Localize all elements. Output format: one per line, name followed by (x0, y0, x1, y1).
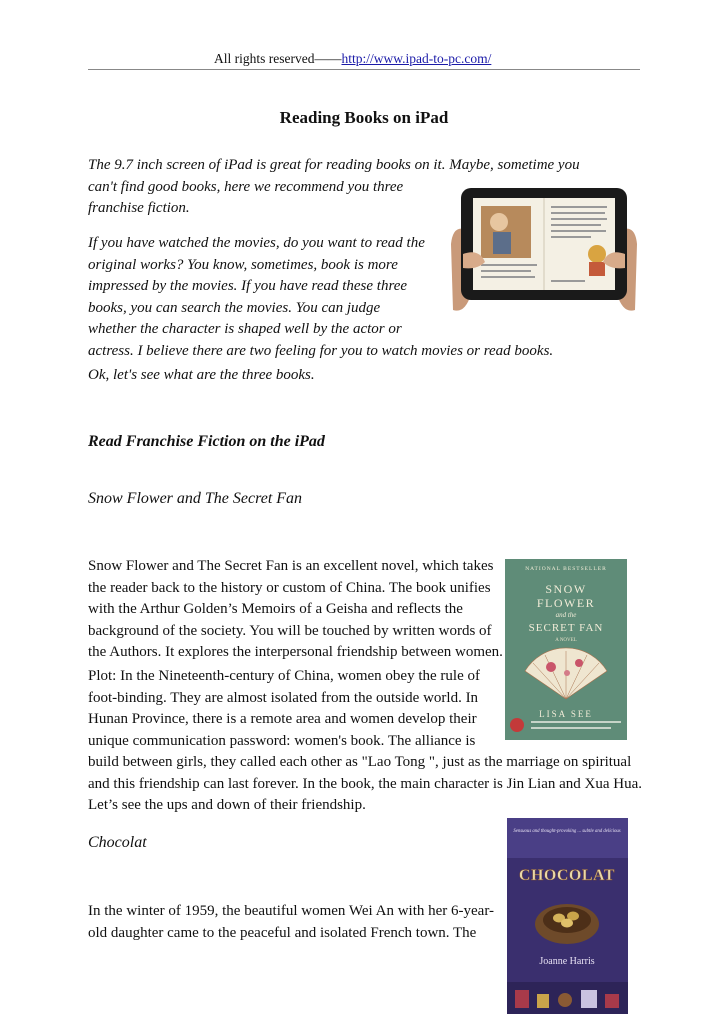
rights-text: All rights reserved—— (214, 51, 342, 66)
cover-tagline: Sensuous and thought-provoking ... subtle and delicious (513, 829, 621, 834)
chocolat-cover-image (507, 818, 628, 1014)
text-line: Plot: In the Nineteenth-century of China, women obey the rule of (88, 668, 480, 684)
text-line: unique communication password: women's book. The alliance is (88, 732, 476, 749)
text-line: background of the society. You will be touched by written words of (88, 622, 492, 639)
text-line: original works? You know, sometimes, book is more (88, 256, 398, 273)
text-line: with the Arthur Golden’s Memoirs of a Geisha and reflects the (88, 601, 463, 617)
text-line: In the winter of 1959, the beautiful women Wei An with her 6-year- (88, 903, 495, 919)
book-title-chocolat: Chocolat (88, 834, 147, 851)
cover-name: CHOCOLAT (518, 867, 616, 884)
text-line: impressed by the movies. If you have read these three (88, 278, 408, 294)
text-line: and this friendship can last forever. In the book, the main character is Jin Lian and Xua Hua. (88, 775, 642, 792)
ipad-reading-image (449, 184, 639, 322)
text-line: franchise fiction. (88, 200, 190, 216)
book2-description (88, 901, 494, 944)
intro-paragraph-3 (88, 365, 315, 387)
section-heading: Read Franchise Fiction on the iPad (88, 433, 325, 450)
cover-title-2: FLOWER (536, 596, 596, 610)
page-header (88, 51, 640, 70)
text-line: the reader back to the history or custom of China. The book unifies (88, 579, 491, 596)
text-line: books, you can search the movies. You can judge (88, 299, 381, 316)
text-line: The 9.7 inch screen of iPad is great for reading books on it. Maybe, sometime you (88, 157, 580, 173)
text-line: If you have watched the movies, do you want to read the (88, 235, 425, 251)
book-title-snow-flower: Snow Flower and The Secret Fan (88, 490, 303, 507)
text-line: actress. I believe there are two feeling for you to watch movies or read books. (88, 342, 554, 359)
text-line: Ok, let's see what are the three books. (88, 367, 315, 383)
text-line: Snow Flower and The Secret Fan is an excellent novel, which takes (88, 558, 494, 574)
text-line: the Authors. It explores the interpersonal friendship between women. (88, 644, 503, 660)
cover-title-4: SECRET FAN (528, 622, 604, 634)
text-line: Hunan Province, there is a remote area and women develop their (88, 711, 477, 727)
text-line: build between girls, they called each other as "Lao Tong ", just as the marriage on spiritual (88, 754, 632, 770)
text-line: whether the character is shaped well by the actor or (88, 321, 402, 337)
site-link[interactable]: http://www.ipad-to-pc.com/ (341, 51, 492, 66)
cover-title-1: SNOW (545, 582, 587, 596)
page-title: Reading Books on iPad (279, 108, 449, 127)
text-line: old daughter came to the peaceful and isolated French town. The (88, 924, 477, 941)
book1-description (88, 556, 503, 664)
cover-subtitle: A NOVEL (555, 638, 577, 643)
cover-title-3: and the (555, 611, 577, 619)
text-line: can't find good books, here we recommend you three (88, 178, 404, 195)
text-line: foot-binding. They are almost isolated from the outside world. In (88, 689, 479, 706)
text-line: Let’s see the ups and down of their friendship. (88, 797, 366, 813)
cover-author: Joanne Harris (539, 956, 595, 967)
snow-flower-cover-image (505, 559, 627, 740)
cover-badge: NATIONAL BESTSELLER (525, 566, 607, 572)
cover-author: LISA SEE (539, 709, 593, 719)
